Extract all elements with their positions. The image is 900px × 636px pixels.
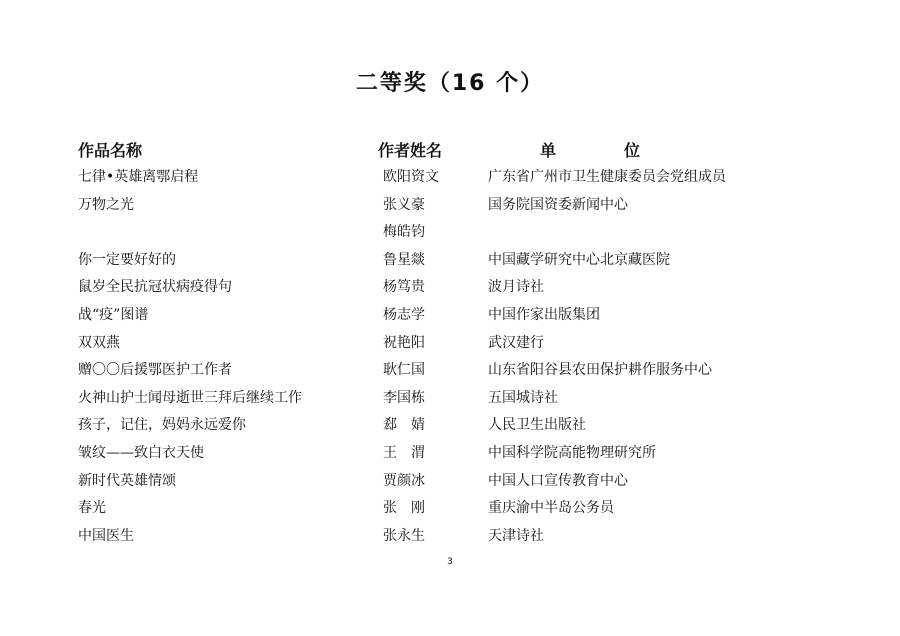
table-row xyxy=(0,414,900,442)
author-name: 张永生 xyxy=(383,527,425,544)
table-row xyxy=(0,221,900,249)
unit-name: 波月诗社 xyxy=(488,279,544,296)
unit-name: 重庆渝中半岛公务员 xyxy=(488,500,614,517)
unit-name: 中国作家出版集团 xyxy=(488,306,600,323)
unit-name: 五国城诗社 xyxy=(488,389,558,406)
work-name: 春光 xyxy=(78,500,106,517)
table-row xyxy=(0,387,900,415)
work-name: 赠〇〇后援鄂医护工作者 xyxy=(78,362,232,379)
work-name: 你一定要好好的 xyxy=(78,251,176,268)
work-name: 孩子，记住，妈妈永远爱你 xyxy=(78,417,246,434)
work-name: 皱纹——致白衣天使 xyxy=(78,444,204,461)
author-name: 杨笃贵 xyxy=(383,279,425,296)
work-name: 双双燕 xyxy=(78,334,120,351)
header-work-name: 作品名称 xyxy=(78,141,143,160)
work-name: 鼠岁全民抗冠状病疫得句 xyxy=(78,279,232,296)
author-name: 鲁星燚 xyxy=(383,251,425,268)
unit-name: 国务院国资委新闻中心 xyxy=(488,196,628,213)
table-row xyxy=(0,194,900,222)
unit-name: 天津诗社 xyxy=(488,527,544,544)
work-name: 火神山护士闻母逝世三拜后继续工作 xyxy=(78,389,302,406)
unit-name: 中国人口宣传教育中心 xyxy=(488,472,628,489)
page-number: 3 xyxy=(447,557,453,567)
unit-name: 中国藏学研究中心北京藏医院 xyxy=(488,251,670,268)
work-name: 战“疫”图谱 xyxy=(78,306,149,323)
author-name: 李国栋 xyxy=(383,389,425,406)
header-unit-char-1: 单 xyxy=(540,141,557,160)
author-name: 梅皓钧 xyxy=(383,224,425,241)
table-header xyxy=(0,138,900,162)
work-name: 新时代英雄情颂 xyxy=(78,472,176,489)
header-unit xyxy=(540,138,640,161)
work-name: 中国医生 xyxy=(78,527,134,544)
author-name: 贾颜冰 xyxy=(383,472,425,489)
table-row xyxy=(0,442,900,470)
table-row xyxy=(0,359,900,387)
table-row xyxy=(0,497,900,525)
table-row xyxy=(0,276,900,304)
unit-name: 广东省广州市卫生健康委员会党组成员 xyxy=(488,169,726,185)
table-row xyxy=(0,166,900,194)
author-name: 张义豪 xyxy=(383,196,425,213)
unit-name: 人民卫生出版社 xyxy=(488,417,586,434)
table-row xyxy=(0,304,900,332)
work-name: 七律•英雄离鄂启程 xyxy=(78,169,199,185)
table-row xyxy=(0,525,900,553)
unit-name: 山东省阳谷县农田保护耕作服务中心 xyxy=(488,362,712,379)
author-name: 杨志学 xyxy=(383,306,425,323)
award-table xyxy=(0,166,900,552)
author-name: 祝艳阳 xyxy=(383,334,425,351)
header-unit-char-2: 位 xyxy=(623,141,640,160)
unit-name: 中国科学院高能物理研究所 xyxy=(488,444,656,461)
table-row xyxy=(0,332,900,360)
author-name: 郄 婧 xyxy=(383,417,425,434)
table-row xyxy=(0,249,900,277)
header-author-name: 作者姓名 xyxy=(378,141,443,160)
table-row xyxy=(0,470,900,498)
page-title: 二等奖（16 个） xyxy=(355,71,545,96)
author-name: 耿仁国 xyxy=(383,362,425,379)
author-name: 欧阳资文 xyxy=(383,169,439,185)
unit-name: 武汉建行 xyxy=(488,334,544,351)
author-name: 王 渭 xyxy=(383,444,425,461)
work-name: 万物之光 xyxy=(78,196,134,213)
author-name: 张 刚 xyxy=(383,500,425,517)
